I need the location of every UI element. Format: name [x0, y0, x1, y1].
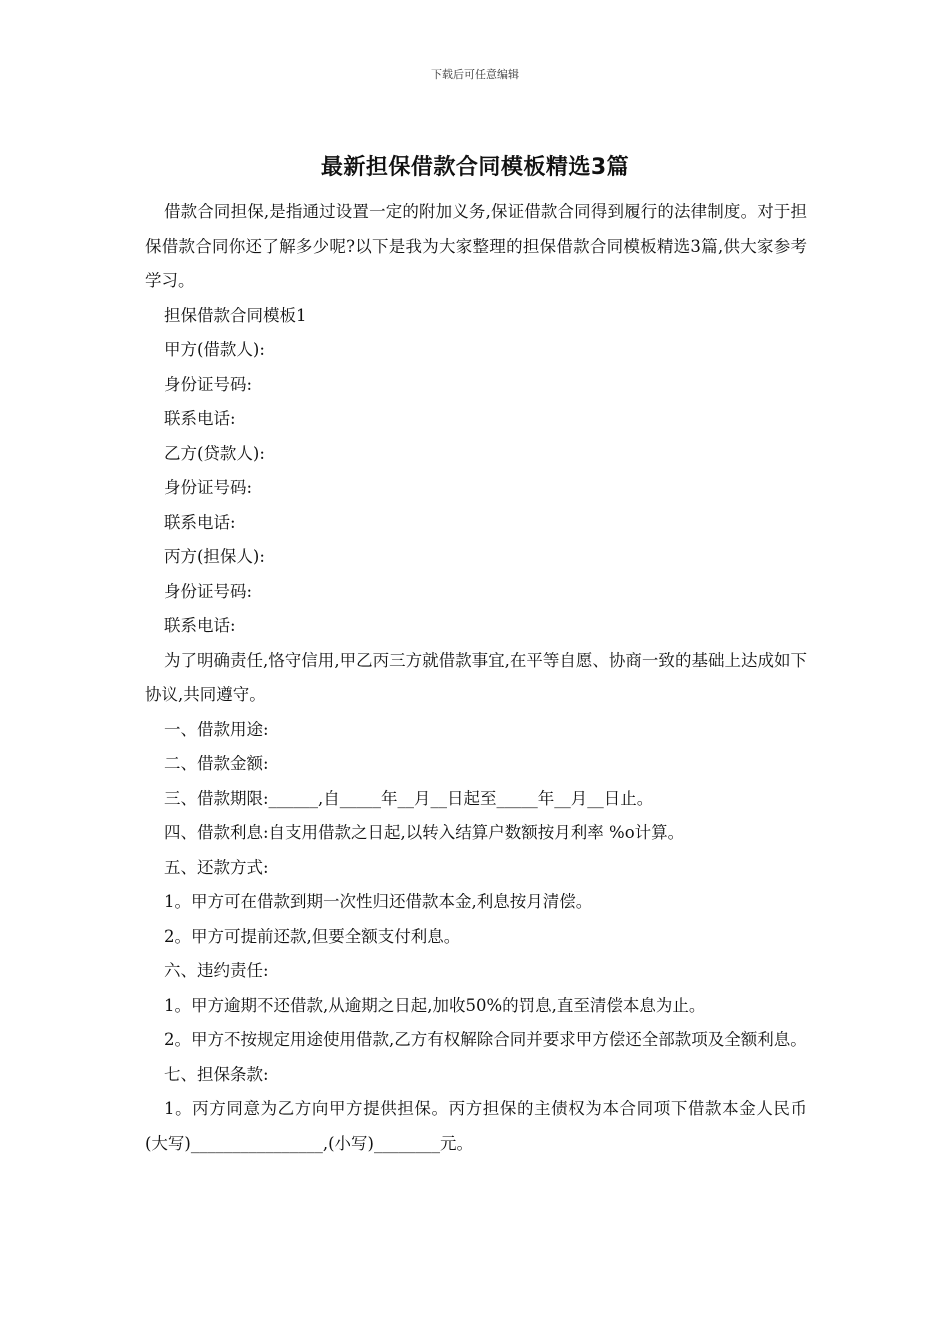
party-c-phone-label: 联系电话:: [164, 616, 236, 635]
clause-7-item-1: 1。丙方同意为乙方向甲方提供担保。丙方担保的主债权为本合同项下借款本金人民币(大写)________________,(小写)________元。: [145, 1099, 807, 1153]
header-note: 下载后可任意编辑: [431, 68, 519, 81]
clause-3-term: 三、借款期限:______,自_____年__月__日起至_____年__月__日止。: [164, 788, 654, 808]
clause-5-item-2: 2。甲方可提前还款,但要全额支付利息。: [164, 926, 461, 946]
party-c-label: 丙方(担保人):: [164, 547, 265, 566]
clause-1-purpose: 一、借款用途:: [164, 719, 269, 739]
clause-6-item-2: 2。甲方不按规定用途使用借款,乙方有权解除合同并要求甲方偿还全部款项及全额利息。: [164, 1030, 807, 1049]
clause-6-liability: 六、违约责任:: [164, 961, 269, 980]
party-b-id-label: 身份证号码:: [164, 478, 253, 497]
document-title: 最新担保借款合同模板精选3篇: [320, 155, 630, 180]
section-heading-template-1: 担保借款合同模板1: [164, 305, 307, 325]
clause-7-guarantee: 七、担保条款:: [164, 1064, 269, 1084]
clause-5-item-1: 1。甲方可在借款到期一次性归还借款本金,利息按月清偿。: [164, 892, 593, 911]
clause-5-repayment: 五、还款方式:: [164, 857, 269, 877]
party-c-id-label: 身份证号码:: [164, 581, 253, 601]
clause-4-interest: 四、借款利息:自支用借款之日起,以转入结算户数额按月利率 %o计算。: [164, 823, 685, 842]
clause-2-amount: 二、借款金额:: [164, 754, 269, 773]
document-body: [145, 195, 807, 1161]
party-a-id-label: 身份证号码:: [164, 374, 253, 394]
party-a-phone-label: 联系电话:: [164, 409, 236, 428]
party-b-label: 乙方(贷款人):: [164, 443, 265, 463]
intro-paragraph: 借款合同担保,是指通过设置一定的附加义务,保证借款合同得到履行的法律制度。对于担保借款合同你还了解多少呢?以下是我为大家整理的担保借款合同模板精选3篇,供大家参考学习。: [145, 202, 807, 290]
clause-6-item-1: 1。甲方逾期不还借款,从逾期之日起,加收50%的罚息,直至清偿本息为止。: [164, 995, 706, 1015]
party-a-label: 甲方(借款人):: [164, 340, 265, 359]
agreement-preamble: 为了明确责任,恪守信用,甲乙丙三方就借款事宜,在平等自愿、协商一致的基础上达成如下协议,共同遵守。: [145, 650, 807, 704]
party-b-phone-label: 联系电话:: [164, 512, 236, 532]
